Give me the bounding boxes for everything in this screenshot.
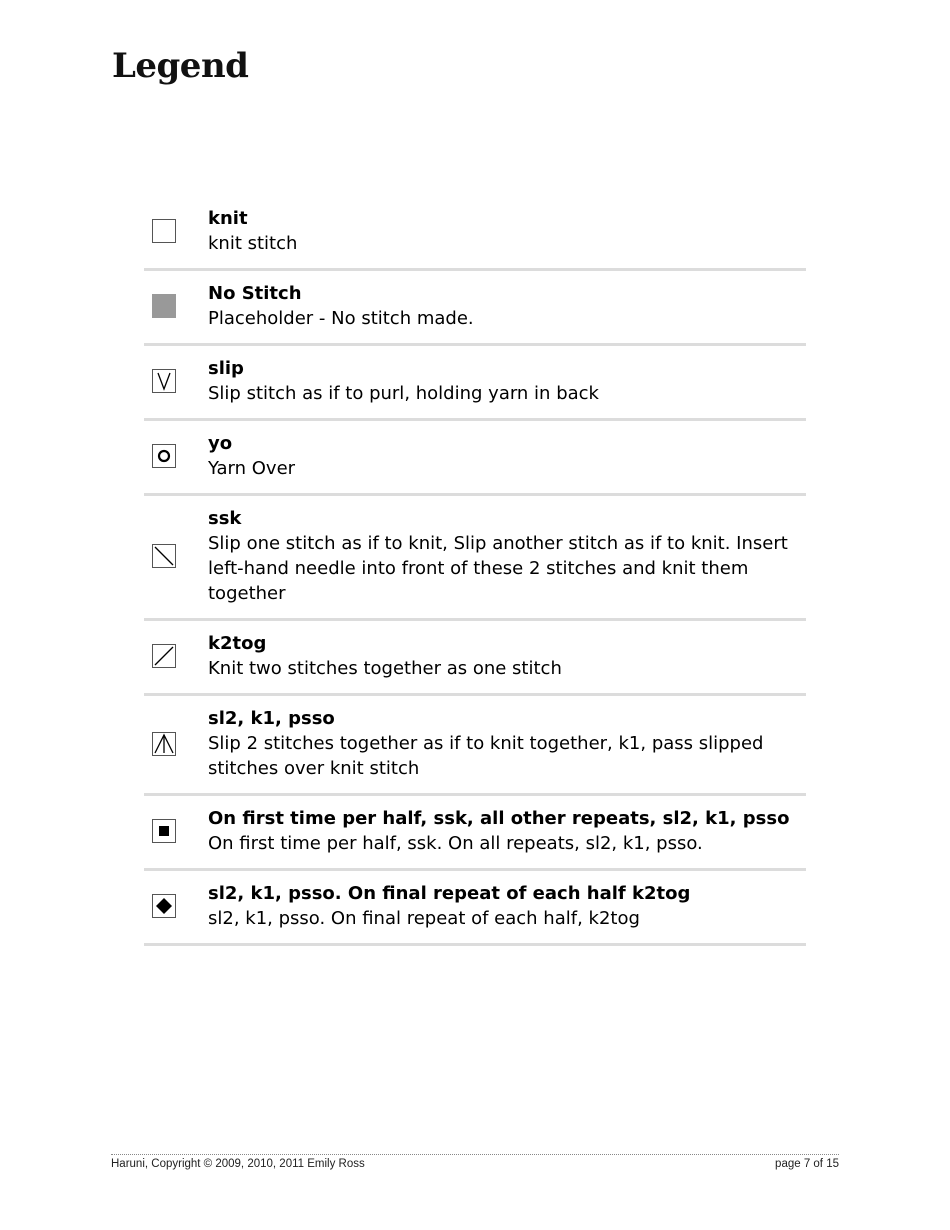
- stitch-name: sl2, k1, psso. On final repeat of each half k2tog: [208, 883, 691, 904]
- filled-square-icon: [152, 819, 176, 843]
- page-number: page 7 of 15: [775, 1158, 839, 1170]
- stitch-description: Slip one stitch as if to knit, Slip another stitch as if to knit. Insert left-hand needle into front of these 2 stitches and knit them together: [208, 533, 788, 604]
- stitch-name: On first time per half, ssk, all other repeats, sl2, k1, psso: [208, 808, 790, 829]
- k2tog-icon: [152, 644, 176, 668]
- no-stitch-icon: [152, 294, 176, 318]
- legend-table: [144, 196, 806, 946]
- filled-diamond-icon: [152, 894, 176, 918]
- page-title: Legend: [112, 46, 249, 86]
- stitch-name: yo: [208, 433, 233, 454]
- knit-icon: [152, 219, 176, 243]
- legend-row-sl2-k1-psso: [144, 696, 806, 796]
- legend-row-yo: [144, 421, 806, 496]
- legend-row-knit: [144, 196, 806, 271]
- legend-row-filled-square: [144, 796, 806, 871]
- slip-icon: [152, 369, 176, 393]
- stitch-description: Slip stitch as if to purl, holding yarn in back: [208, 383, 599, 404]
- legend-row-ssk: [144, 496, 806, 621]
- ssk-icon: [152, 544, 176, 568]
- page-footer: [111, 1154, 839, 1170]
- stitch-description: On first time per half, ssk. On all repeats, sl2, k1, psso.: [208, 833, 703, 854]
- stitch-name: k2tog: [208, 633, 267, 654]
- stitch-name: knit: [208, 208, 248, 229]
- legend-row-filled-diamond: [144, 871, 806, 946]
- stitch-description: Knit two stitches together as one stitch: [208, 658, 562, 679]
- stitch-name: No Stitch: [208, 283, 302, 304]
- legend-row-slip: [144, 346, 806, 421]
- stitch-description: sl2, k1, psso. On final repeat of each half, k2tog: [208, 908, 640, 929]
- stitch-description: knit stitch: [208, 233, 298, 254]
- stitch-description: Yarn Over: [208, 458, 296, 479]
- yarn-over-icon: [152, 444, 176, 468]
- stitch-description: Slip 2 stitches together as if to knit together, k1, pass slipped stitches over knit stitch: [208, 733, 764, 779]
- stitch-name: ssk: [208, 508, 242, 529]
- legend-row-k2tog: [144, 621, 806, 696]
- stitch-name: sl2, k1, psso: [208, 708, 335, 729]
- sl2-k1-psso-icon: [152, 732, 176, 756]
- copyright-notice: Haruni, Copyright © 2009, 2010, 2011 Emily Ross: [111, 1158, 365, 1170]
- legend-row-no-stitch: [144, 271, 806, 346]
- stitch-description: Placeholder - No stitch made.: [208, 308, 474, 329]
- stitch-name: slip: [208, 358, 244, 379]
